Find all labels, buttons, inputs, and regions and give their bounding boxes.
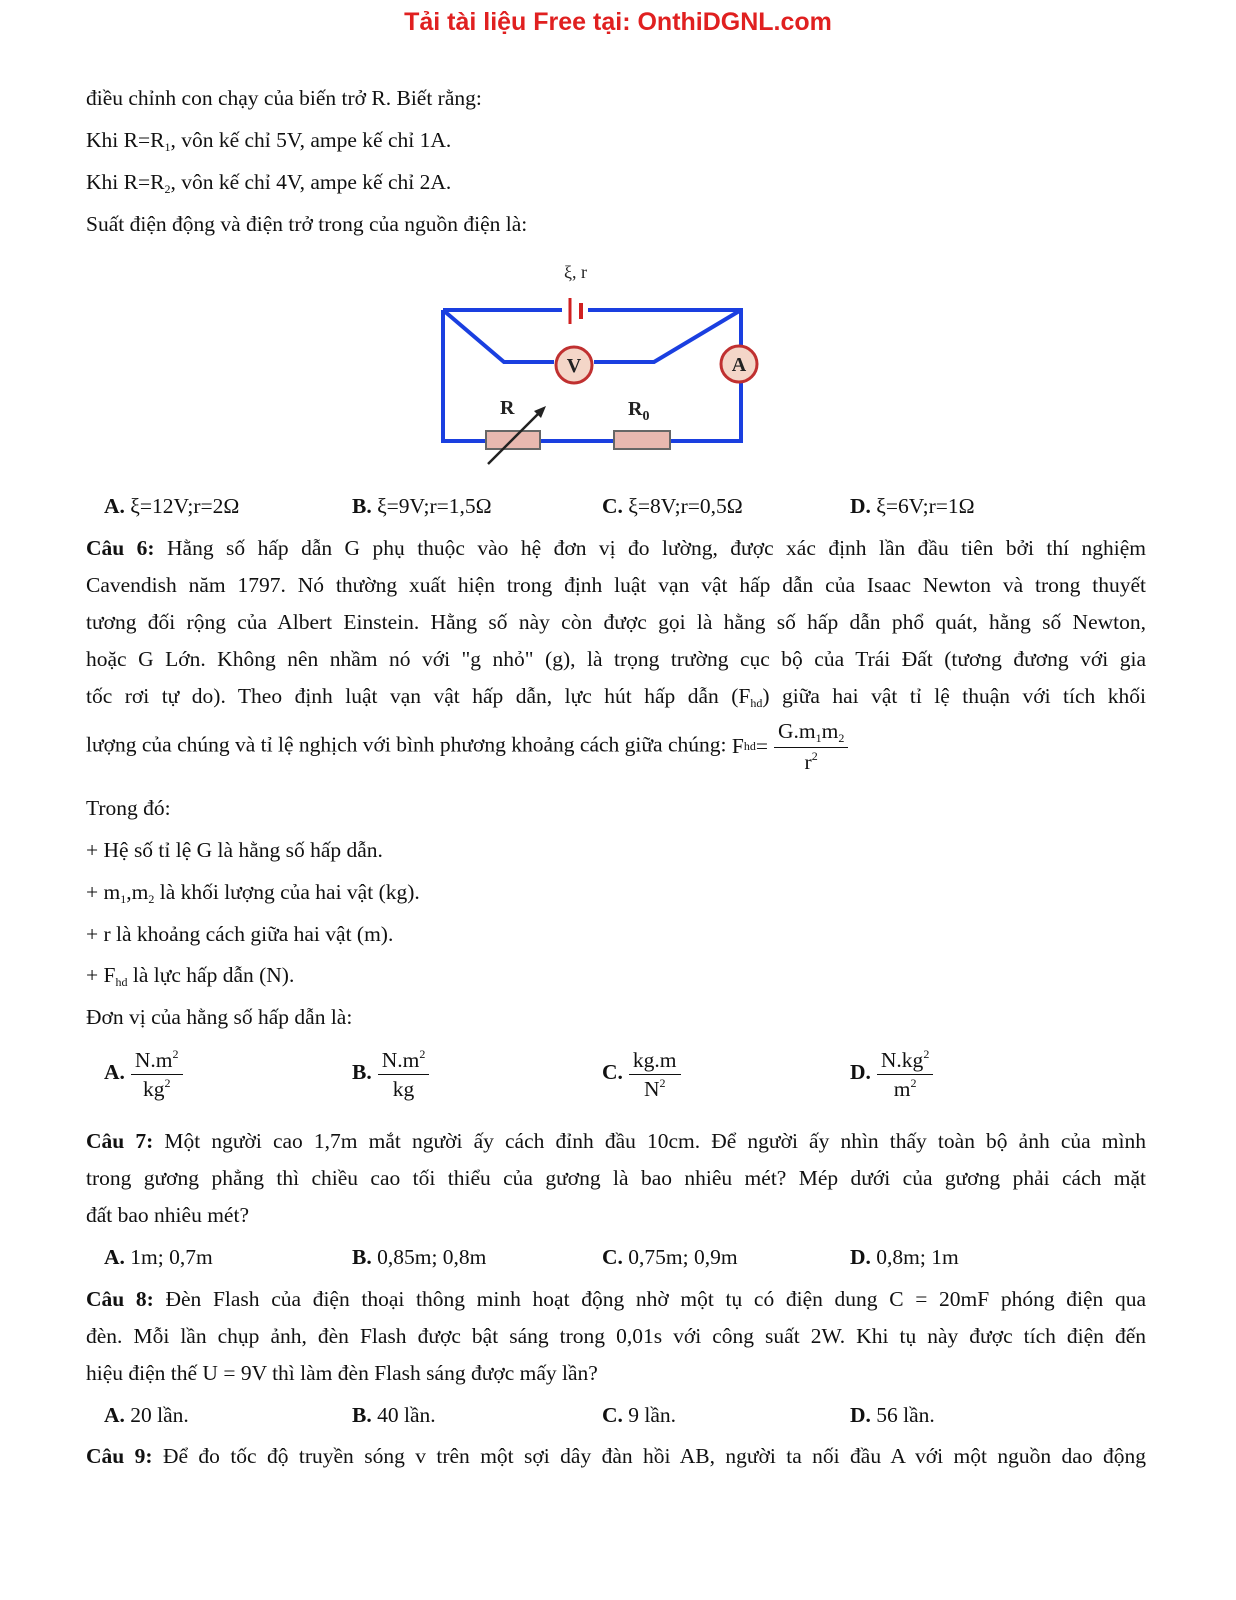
q8-option-d[interactable]	[850, 1403, 935, 1428]
resistor-r0	[614, 431, 670, 449]
q6-d-den: m	[893, 1076, 911, 1101]
formula-den: r	[804, 749, 812, 774]
q6-bullet-4	[86, 963, 294, 990]
q6-option-b[interactable]	[352, 1048, 429, 1100]
formula-lhs: F	[731, 734, 744, 759]
q6-option-d[interactable]	[850, 1048, 933, 1100]
formula-num-s1: 1	[815, 731, 822, 745]
q8-option-b-letter: B.	[352, 1403, 372, 1427]
q6-b2-s2: 2	[148, 892, 155, 906]
voltmeter-label: V	[566, 355, 582, 377]
q5-option-a-letter: A.	[104, 494, 125, 518]
q7-line-1	[86, 1129, 1146, 1154]
q5-case1-sub: 1	[164, 140, 171, 154]
q6-b2-post: là khối lượng của hai vật (kg).	[154, 880, 420, 904]
q6-label: Câu 6:	[86, 536, 155, 560]
resistor-label-main: R	[628, 398, 643, 420]
q5-case-1	[86, 128, 451, 155]
q5-case2-sub: 2	[164, 182, 171, 196]
formula-eq: =	[755, 734, 768, 759]
formula-den-sup: 2	[811, 748, 818, 763]
q6-option-d-fraction	[877, 1048, 933, 1100]
q7-option-b-letter: B.	[352, 1245, 372, 1269]
circuit-wire-outer	[443, 310, 741, 441]
q6-option-c-letter: C.	[602, 1060, 623, 1084]
q6-option-c[interactable]	[602, 1048, 681, 1100]
q6-b-den: kg	[392, 1076, 415, 1101]
q6-b2-pre: + m	[86, 880, 121, 904]
q5-option-b-text: ξ=9V;r=1,5Ω	[377, 494, 492, 518]
q7-option-b[interactable]	[352, 1245, 486, 1270]
q6-d-den-sup: 2	[910, 1075, 917, 1090]
q8-option-c[interactable]	[602, 1403, 676, 1428]
q5-option-d[interactable]	[850, 494, 975, 519]
q6-option-a-fraction	[131, 1048, 183, 1100]
q6-question: Đơn vị của hằng số hấp dẫn là:	[86, 1005, 353, 1029]
q6-bullet-1: + Hệ số tỉ lệ G là hằng số hấp dẫn.	[86, 838, 383, 862]
q6-a-num-sup: 2	[172, 1047, 179, 1061]
q7-option-b-text: 0,85m; 0,8m	[371, 1245, 487, 1269]
q6-line-6	[86, 720, 848, 773]
ammeter	[721, 346, 757, 382]
formula-fraction	[774, 720, 848, 773]
q8-line-1	[86, 1287, 1146, 1312]
q7-label: Câu 7:	[86, 1129, 154, 1153]
q8-option-b[interactable]	[352, 1403, 436, 1428]
q5-case1-pre: Khi R=R	[86, 128, 165, 152]
q7-line1-text: Một người cao 1,7m mắt người ấy cách đỉnh đầu 10cm. Để người ấy nhìn thấy toàn bộ ảnh của mình	[153, 1129, 1146, 1153]
q5-option-b[interactable]	[352, 494, 492, 519]
ammeter-label: A	[731, 354, 747, 376]
q5-option-a-text: ξ=12V;r=2Ω	[130, 494, 240, 518]
source-label: ξ, r	[564, 262, 588, 282]
q6-a-den: kg	[142, 1076, 165, 1101]
q6-line6-text: lượng của chúng và tỉ lệ nghịch với bình phương khoảng cách giữa chúng:	[86, 732, 732, 757]
q7-option-c-letter: C.	[602, 1245, 623, 1269]
q6-line1-text: Hằng số hấp dẫn G phụ thuộc vào hệ đơn vị đo lường, được xác định lần đầu tiên bởi thí nghiệm	[154, 536, 1146, 560]
q6-b-num-sup: 2	[419, 1047, 426, 1061]
q6-option-a-letter: A.	[104, 1060, 125, 1084]
q5-case2-pre: Khi R=R	[86, 170, 165, 194]
circuit-wire-voltmeter	[443, 310, 741, 362]
resistor-label-sub: 0	[642, 409, 650, 424]
q6-b4-sub: hd	[115, 975, 128, 989]
q8-option-c-text: 9 lần.	[622, 1403, 677, 1427]
q6-option-a[interactable]	[104, 1048, 183, 1100]
q6-b2-mid: ,m	[126, 880, 149, 904]
q6-line5-post: ) giữa hai vật tỉ lệ thuận với tích khối	[762, 684, 1146, 708]
rheostat-label: R	[500, 397, 515, 419]
q7-option-c-text: 0,75m; 0,9m	[622, 1245, 738, 1269]
q6-c-num: kg.m	[632, 1048, 677, 1072]
q9-line1-text: Để đo tốc độ truyền sóng v trên một sợi dây đàn hồi AB, người ta nối đầu A với một nguồn dao động	[152, 1444, 1146, 1468]
formula-num-m: m	[821, 719, 839, 743]
q6-line-3: tương đối rộng của Albert Einstein. Hằng số này còn được gọi là hằng số hấp dẫn phổ quát, hằng số Newton,	[86, 610, 1146, 634]
q7-option-a-text: 1m; 0,7m	[124, 1245, 213, 1269]
q6-option-c-fraction	[629, 1048, 681, 1100]
q5-option-d-text: ξ=6V;r=1Ω	[876, 494, 975, 518]
q7-option-a-letter: A.	[104, 1245, 125, 1269]
q6-c-den: N	[643, 1076, 660, 1101]
q5-option-a[interactable]	[104, 494, 239, 519]
q8-option-a-text: 20 lần.	[124, 1403, 189, 1427]
q6-b2-s1: 1	[120, 892, 127, 906]
q6-d-num-sup: 2	[923, 1047, 930, 1061]
q6-line-4: hoặc G Lớn. Không nên nhầm nó với "g nhỏ" (g), là trọng trường cục bộ của Trái Đất (tương đương với gia	[86, 647, 1146, 671]
q8-option-c-letter: C.	[602, 1403, 623, 1427]
resistor-label	[628, 398, 649, 424]
q8-line-3: hiệu điện thế U = 9V thì làm đèn Flash sáng được mấy lần?	[86, 1361, 598, 1385]
q5-case2-post: , vôn kế chỉ 4V, ampe kế chỉ 2A.	[170, 170, 452, 194]
q6-option-b-letter: B.	[352, 1060, 372, 1084]
q8-option-b-text: 40 lần.	[371, 1403, 436, 1427]
q5-intro: điều chỉnh con chạy của biến trở R. Biết rằng:	[86, 86, 482, 110]
q5-option-c-text: ξ=8V;r=0,5Ω	[628, 494, 743, 518]
voltmeter	[556, 347, 592, 383]
q8-line-2: đèn. Mỗi lần chụp ảnh, đèn Flash được bật sáng trong 0,01s với công suất 2W. Khi tụ này được tích điện đến	[86, 1324, 1146, 1348]
q8-option-d-text: 56 lần.	[870, 1403, 935, 1427]
q6-a-den-sup: 2	[164, 1075, 171, 1090]
q5-option-c-letter: C.	[602, 494, 623, 518]
q8-line1-text: Đèn Flash của điện thoại thông minh hoạt động nhờ một tụ có điện dung C = 20mF phóng điện qua	[153, 1287, 1146, 1311]
q9-label: Câu 9:	[86, 1444, 153, 1468]
q6-c-den-sup: 2	[659, 1075, 666, 1090]
q5-option-b-letter: B.	[352, 494, 372, 518]
site-banner[interactable]: Tải tài liệu Free tại: OnthiDGNL.com	[404, 8, 832, 36]
q6-line5-sub: hd	[750, 696, 763, 710]
q7-option-d-letter: D.	[850, 1245, 871, 1269]
q9-line-1	[86, 1444, 1146, 1469]
q6-option-d-letter: D.	[850, 1060, 871, 1084]
q8-option-a[interactable]	[104, 1403, 189, 1428]
q8-option-d-letter: D.	[850, 1403, 871, 1427]
q7-line-3: đất bao nhiêu mét?	[86, 1203, 249, 1227]
q6-bullet-3: + r là khoảng cách giữa hai vật (m).	[86, 922, 394, 946]
q5-case-2	[86, 170, 451, 197]
q7-option-d[interactable]	[850, 1245, 959, 1270]
q6-line-1	[86, 536, 1146, 561]
q6-line-5	[86, 684, 1146, 711]
formula-denominator	[801, 748, 822, 774]
q6-bullet-2	[86, 880, 420, 907]
circuit-diagram	[430, 258, 770, 470]
q6-b4-post: là lực hấp dẫn (N).	[127, 963, 295, 987]
q6-line-2: Cavendish năm 1797. Nó thường xuất hiện trong định luật vạn vật hấp dẫn của Isaac Newton và trong thuyết	[86, 573, 1146, 597]
formula-num-g: G.m	[777, 719, 816, 743]
q8-option-a-letter: A.	[104, 1403, 125, 1427]
q5-option-c[interactable]	[602, 494, 743, 519]
q5-option-d-letter: D.	[850, 494, 871, 518]
q8-label: Câu 8:	[86, 1287, 154, 1311]
q7-option-a[interactable]	[104, 1245, 213, 1270]
gravity-formula	[732, 720, 848, 773]
q7-line-2: trong gương phẳng thì chiều cao tối thiểu của gương là bao nhiêu mét? Mép dưới của gương phải cách mặt	[86, 1166, 1146, 1190]
q6-b-num: N.m	[381, 1048, 420, 1072]
q6-a-num: N.m	[134, 1048, 173, 1072]
q5-case1-post: , vôn kế chỉ 5V, ampe kế chỉ 1A.	[170, 128, 452, 152]
formula-lhs-sub: hd	[743, 739, 756, 754]
formula-numerator	[774, 720, 848, 748]
q7-option-d-text: 0,8m; 1m	[870, 1245, 959, 1269]
q6-line5-pre: tốc rơi tự do). Theo định luật vạn vật hấp dẫn, lực hút hấp dẫn (F	[86, 684, 751, 708]
q6-option-b-fraction	[378, 1048, 430, 1100]
q7-option-c[interactable]	[602, 1245, 738, 1270]
q6-d-num: N.kg	[880, 1048, 924, 1072]
q6-where: Trong đó:	[86, 796, 171, 820]
q6-b4-pre: + F	[86, 963, 116, 987]
formula-num-s2: 2	[838, 731, 845, 745]
q5-question: Suất điện động và điện trở trong của nguồn điện là:	[86, 212, 528, 236]
